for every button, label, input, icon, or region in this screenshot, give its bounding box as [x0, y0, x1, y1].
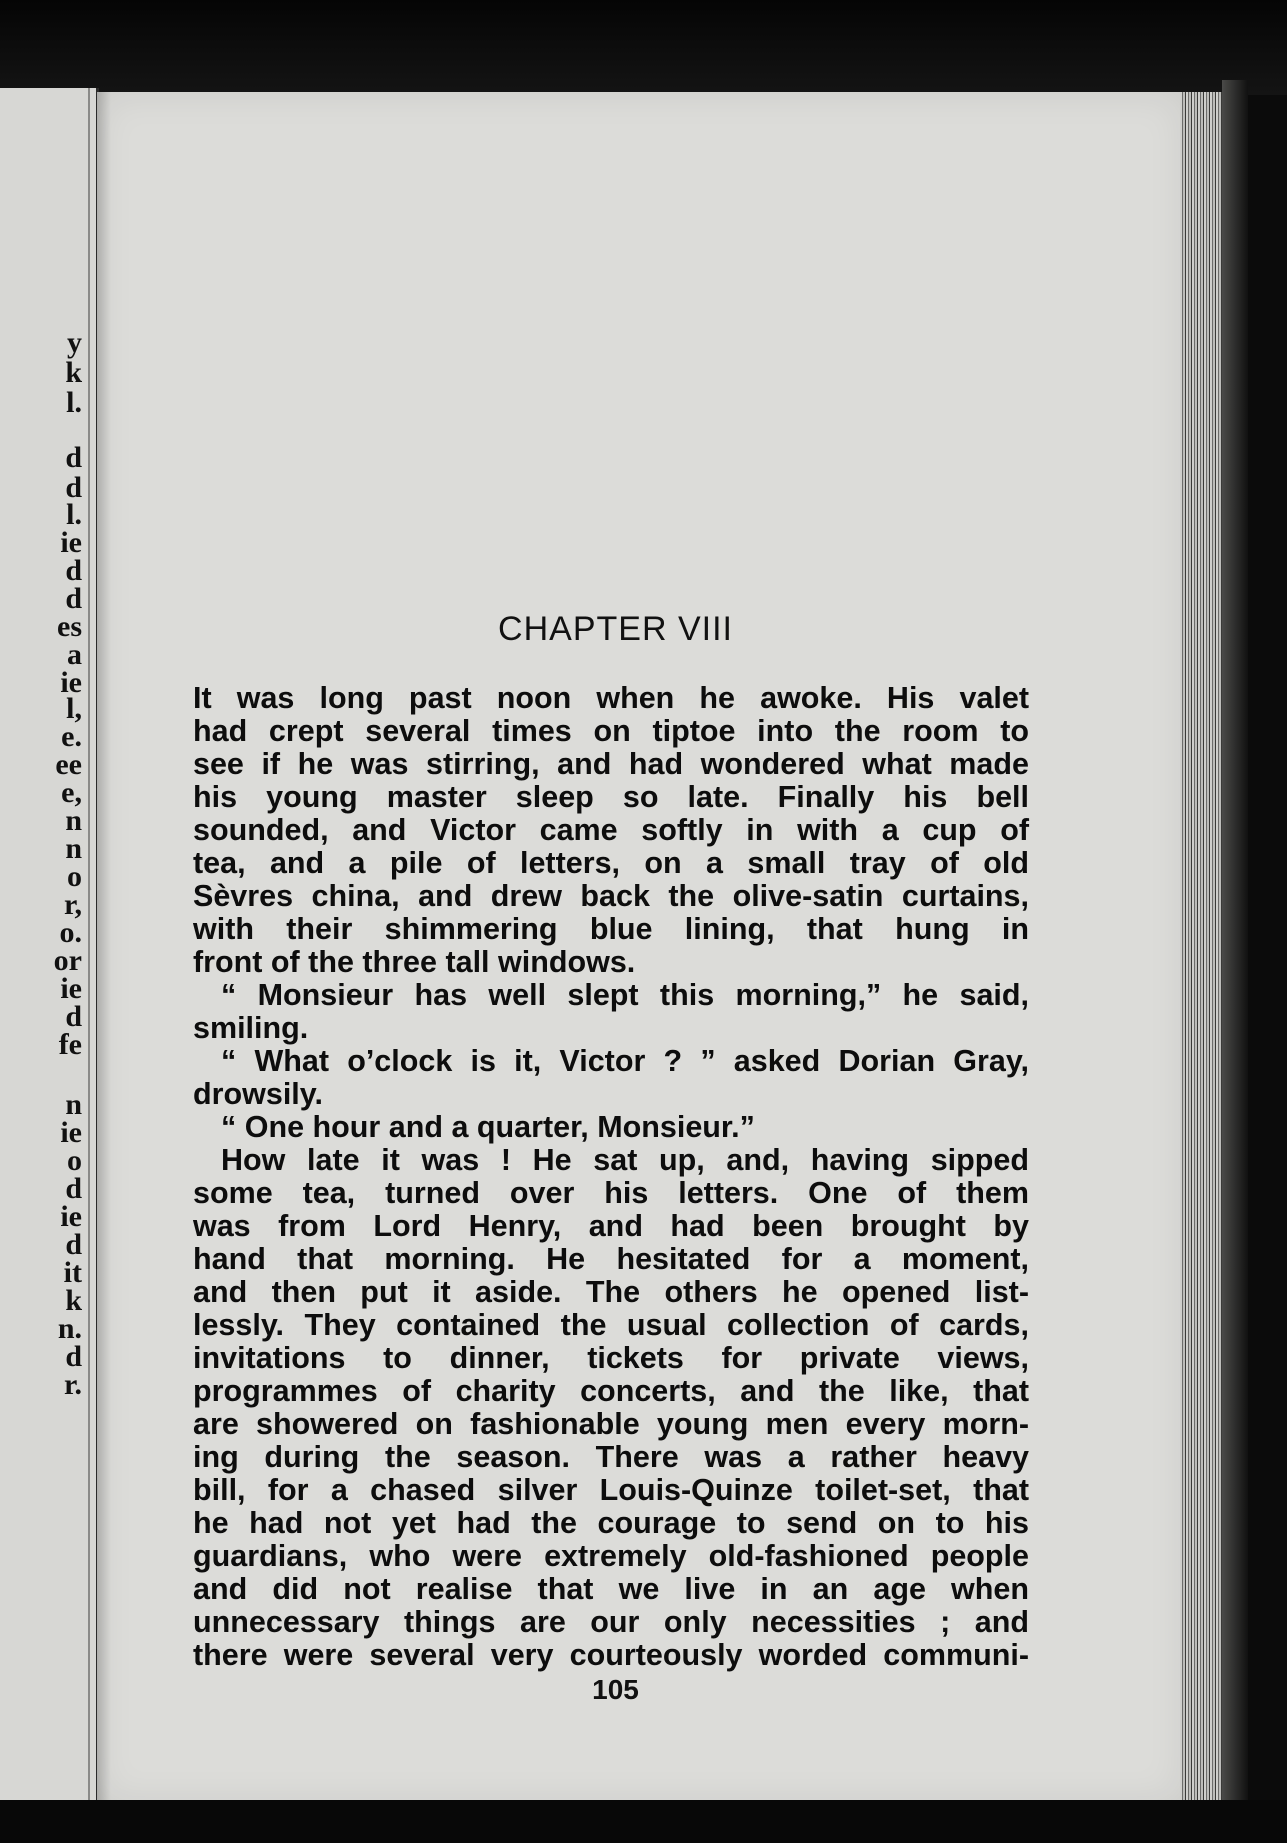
text-line: “ Monsieur has well slept this morning,” he said,: [221, 978, 1029, 1012]
text-line: invitations to dinner, tickets for private views,: [193, 1341, 1029, 1375]
facing-page-fragment: d: [65, 471, 82, 504]
facing-page-fragment: o: [67, 1144, 82, 1177]
facing-page-fragment: a: [67, 638, 82, 671]
text-line: “ One hour and a quarter, Monsieur.”: [221, 1110, 755, 1144]
text-line: he had not yet had the courage to send on to his: [193, 1506, 1029, 1540]
text-line: It was long past noon when he awoke. His valet: [193, 681, 1029, 715]
facing-page-text-fragments: [0, 88, 90, 1800]
facing-page-fragment: ie: [60, 1116, 82, 1149]
text-line: Sèvres china, and drew back the olive-satin curtains,: [193, 879, 1029, 913]
facing-page-fragment: n: [65, 1088, 82, 1121]
facing-page-fragment: y: [67, 326, 82, 359]
scan-bottom-border: [0, 1800, 1287, 1843]
facing-page-fragment: e.: [61, 720, 82, 753]
text-line: sounded, and Victor came softly in with a cup of: [193, 813, 1029, 847]
facing-page-fragment: o.: [59, 916, 82, 949]
text-line: are showered on fashionable young men every morn-: [193, 1407, 1029, 1441]
facing-page-fragment: d: [65, 582, 82, 615]
text-line: with their shimmering blue lining, that hung in: [193, 912, 1029, 946]
text-line: bill, for a chased silver Louis-Quinze toilet-set, that: [193, 1473, 1029, 1507]
facing-page-fragment: e,: [61, 776, 82, 809]
facing-page-fragment: r,: [63, 888, 82, 921]
facing-page-fragment: d: [65, 1228, 82, 1261]
facing-page-fragment: d: [65, 441, 82, 474]
book-edge-shadow: [1222, 80, 1248, 1820]
facing-page-fragment: d: [65, 1000, 82, 1033]
facing-page-fragment: n: [65, 832, 82, 865]
text-line: front of the three tall windows.: [193, 945, 636, 979]
text-line: smiling.: [193, 1011, 309, 1045]
text-line: unnecessary things are our only necessities ; and: [193, 1605, 1029, 1639]
facing-page-fragment: n.: [57, 1312, 82, 1345]
text-line: and then put it aside. The others he opened list-: [193, 1275, 1029, 1309]
text-line: guardians, who were extremely old-fashioned people: [193, 1539, 1029, 1573]
facing-page-fragment: n: [65, 804, 82, 837]
facing-page-fragment: k: [65, 356, 82, 389]
facing-page-fragment: ie: [60, 972, 82, 1005]
text-line: lessly. They contained the usual collection of cards,: [193, 1308, 1029, 1342]
book-page: [97, 92, 1185, 1804]
facing-page-fragment: fe: [58, 1028, 82, 1061]
facing-page-fragment: k: [65, 1284, 82, 1317]
text-line: some tea, turned over his letters. One of them: [193, 1176, 1029, 1210]
text-line: was from Lord Henry, and had been brought by: [193, 1209, 1029, 1243]
text-line: his young master sleep so late. Finally his bell: [193, 780, 1029, 814]
gutter-shadow: [97, 92, 111, 1804]
facing-page-fragment: or: [53, 944, 82, 977]
gutter-line: [88, 88, 90, 1800]
text-line: see if he was stirring, and had wondered what made: [193, 747, 1029, 781]
facing-page-fragment: ee: [55, 748, 82, 781]
text-line: “ What o’clock is it, Victor ? ” asked Dorian Gray,: [221, 1044, 1029, 1078]
text-line: How late it was ! He sat up, and, having sipped: [221, 1143, 1029, 1177]
text-line: ing during the season. There was a rather heavy: [193, 1440, 1029, 1474]
facing-page-fragment: l.: [66, 498, 82, 531]
text-line: hand that morning. He hesitated for a moment,: [193, 1242, 1029, 1276]
body-text: [193, 682, 1029, 1672]
facing-page-fragment: ie: [60, 1200, 82, 1233]
facing-page-fragment: ie: [60, 526, 82, 559]
scan-top-border: [0, 0, 1287, 95]
text-line: had crept several times on tiptoe into the room to: [193, 714, 1029, 748]
facing-page-fragment: r.: [63, 1368, 82, 1401]
text-line: drowsily.: [193, 1077, 323, 1111]
facing-page-fragment: d: [65, 1340, 82, 1373]
chapter-title: CHAPTER VIII: [498, 610, 733, 648]
facing-page-left: [0, 88, 99, 1800]
text-line: programmes of charity concerts, and the like, that: [193, 1374, 1029, 1408]
page-number: 105: [592, 1674, 639, 1705]
facing-page-fragment: o: [67, 860, 82, 893]
facing-page-fragment: l,: [66, 692, 82, 725]
facing-page-fragment: d: [65, 554, 82, 587]
facing-page-fragment: l.: [66, 386, 82, 419]
facing-page-fragment: it: [63, 1256, 82, 1289]
facing-page-fragment: d: [65, 1172, 82, 1205]
text-line: tea, and a pile of letters, on a small tray of old: [193, 846, 1029, 880]
text-line: and did not realise that we live in an age when: [193, 1572, 1029, 1606]
facing-page-fragment: es: [57, 610, 82, 643]
text-line: there were several very courteously worded communi-: [193, 1638, 1029, 1672]
facing-page-fragment: ie: [60, 666, 82, 699]
